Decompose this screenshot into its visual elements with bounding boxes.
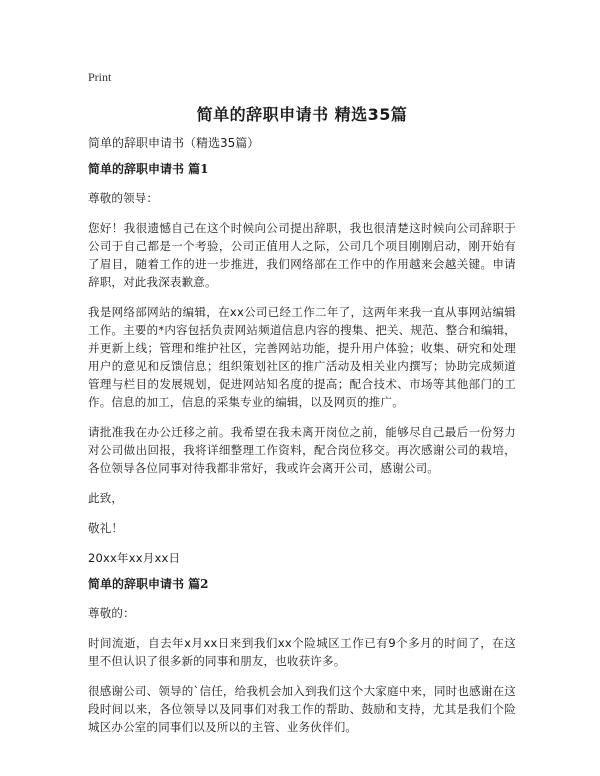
closing-1: 此致，	[88, 491, 124, 505]
closing-2: 敬礼！	[88, 521, 124, 535]
salutation-1: 尊敬的领导：	[88, 191, 159, 205]
section-heading-1: 简单的辞职申请书 篇1	[88, 162, 209, 176]
paragraph-2-2: 很感谢公司、领导的`信任，给我机会加入到我们这个大家庭中来，同时也感谢在这段时间以来，各位领导以及同事们对我工作的帮助、鼓励和支持，尤其是我们个险城区办公室的同事们以及所以的主管、业务伙伴们。	[88, 684, 516, 734]
salutation-2: 尊敬的：	[88, 606, 135, 620]
document-body	[88, 160, 516, 736]
paragraph-2-1: 时间流逝，自去年x月xx日来到我们xx个险城区工作已有9个多月的时间了，在这里不但认识了很多新的同事和朋友，也收获许多。	[88, 636, 516, 668]
print-label: Print	[88, 70, 112, 84]
date-1: 20xx年xx月xx日	[88, 551, 181, 565]
paragraph-1-1: 您好！我很遗憾自己在这个时候向公司提出辞职，我也很清楚这时候向公司辞职于公司于自己都是一个考验，公司正值用人之际，公司几个项目刚刚启动，刚开始有了眉目，随着工作的进一步推进，我们网络部在工作中的作用越来会越关键。申请辞职，对此我深表歉意。	[88, 221, 516, 289]
section-heading-2: 简单的辞职申请书 篇2	[88, 577, 209, 591]
paragraph-1-3: 请批准我在办公迁移之前。我希望在我未离开岗位之前，能够尽自己最后一份努力对公司做出回报，我将详细整理工作资料，配合岗位移交。再次感谢公司的栽培，各位领导各位同事对待我都非常好，我或许会离开公司，感谢公司。	[88, 425, 516, 475]
document-title: 简单的辞职申请书 精选35篇	[196, 105, 408, 124]
document-subtitle: 简单的辞职申请书（精选35篇）	[88, 136, 260, 150]
paragraph-1-2: 我是网络部网站的编辑，在xx公司已经工作二年了，这两年来我一直从事网站编辑工作。主要的*内容包括负责网站频道信息内容的搜集、把关、规范、整合和编辑，并更新上线；管理和维护社区，完善网站功能，提升用户体验；收集、研究和处理用户的意见和反馈信息；组织策划社区的推广活动及相关业内撰写；协助完成频道管理与栏目的发展规划，促进网站知名度的提高；配合技术、市场等其他部门的工作。信息的加工，信息的采集专业的编辑，以及网页的推广。	[88, 305, 516, 409]
